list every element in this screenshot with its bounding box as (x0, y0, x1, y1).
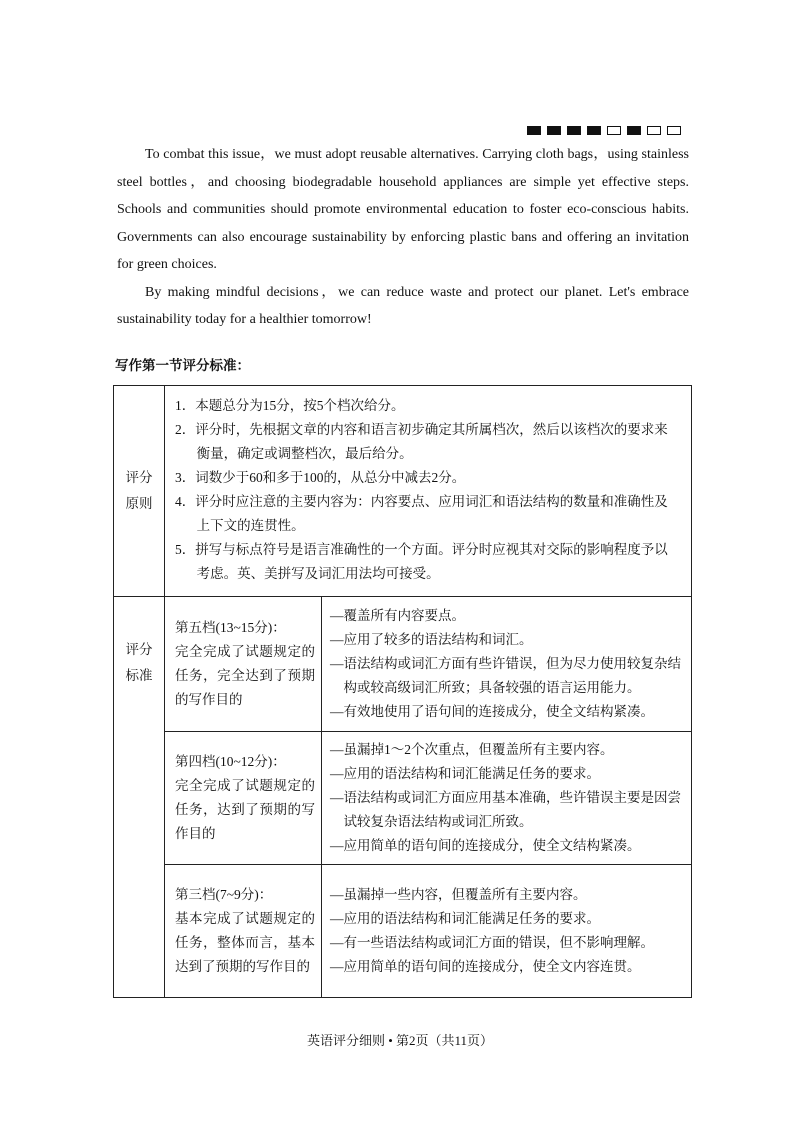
principle-item: 2．评分时，先根据文章的内容和语言初步确定其所属档次，然后以该档次的要求来衡量，确定或调整档次，最后给分。 (175, 422, 668, 461)
criterion: —虽漏掉一些内容，但覆盖所有主要内容。 (330, 887, 587, 902)
level-criteria (322, 732, 692, 865)
criterion: —应用简单的语句间的连接成分，使全文内容连贯。 (330, 959, 641, 974)
criterion: —应用简单的语句间的连接成分，使全文结构紧凑。 (330, 838, 641, 853)
criterion: —应用了较多的语法结构和词汇。 (330, 632, 533, 647)
level-row (114, 865, 692, 998)
criterion: —语法结构或词汇方面应用基本准确，些许错误主要是因尝试较复杂语法结构或词汇所致。 (330, 790, 681, 829)
criterion: —有一些语法结构或词汇方面的错误，但不影响理解。 (330, 935, 654, 950)
level-title: 第四档(10~12分)： (175, 754, 286, 769)
level-summary: 完全完成了试题规定的任务，达到了预期的写作目的 (175, 778, 315, 841)
progress-mark (567, 126, 581, 135)
progress-mark (667, 126, 681, 135)
progress-mark (587, 126, 601, 135)
level-row (114, 732, 692, 865)
level-summary: 基本完成了试题规定的任务，整体而言，基本达到了预期的写作目的 (175, 911, 315, 974)
scoring-table (113, 385, 692, 998)
progress-marks (527, 126, 681, 135)
sample-essay (117, 141, 689, 334)
criterion: —应用的语法结构和词汇能满足任务的要求。 (330, 766, 600, 781)
label-line: 评分 (125, 642, 153, 657)
level-criteria (322, 597, 692, 732)
principle-item: 3．词数少于60和多于100的，从总分中减去2分。 (175, 470, 466, 485)
criterion: —虽漏掉1～2个次重点，但覆盖所有主要内容。 (330, 742, 614, 757)
label-line: 评分 (125, 470, 153, 485)
progress-mark (647, 126, 661, 135)
level-summary: 完全完成了试题规定的任务，完全达到了预期的写作目的 (175, 644, 315, 707)
progress-mark (527, 126, 541, 135)
principles-row (114, 386, 692, 597)
criterion: —语法结构或词汇方面有些许错误，但为尽力使用较复杂结构或较高级词汇所致；具备较强的语言运用能力。 (330, 656, 681, 695)
criterion: —应用的语法结构和词汇能满足任务的要求。 (330, 911, 600, 926)
essay-paragraph: By making mindful decisions，we can reduce waste and protect our planet. Let's embrace sustainability today for a healthier tomorrow! (117, 284, 689, 327)
progress-mark (607, 126, 621, 135)
page-footer: 英语评分细则 • 第2页（共11页） (306, 1033, 494, 1048)
level-description (165, 597, 322, 732)
level-title: 第五档(13~15分)： (175, 620, 286, 635)
label-line: 原则 (125, 496, 153, 511)
level-criteria (322, 865, 692, 998)
principle-item: 4．评分时应注意的主要内容为：内容要点、应用词汇和语法结构的数量和准确性及上下文的连贯性。 (175, 494, 668, 533)
progress-mark (627, 126, 641, 135)
principle-item: 1．本题总分为15分，按5个档次给分。 (175, 398, 405, 413)
label-line: 标准 (125, 668, 153, 683)
criterion: —覆盖所有内容要点。 (330, 608, 465, 623)
progress-mark (547, 126, 561, 135)
standards-label (114, 597, 165, 998)
level-description (165, 732, 322, 865)
criterion: —有效地使用了语句间的连接成分，使全文结构紧凑。 (330, 704, 654, 719)
level-title: 第三档(7~9分)： (175, 887, 273, 902)
section-heading: 写作第一节评分标准： (115, 358, 250, 373)
level-row (114, 597, 692, 732)
level-description (165, 865, 322, 998)
principles-list (165, 386, 692, 597)
principles-label (114, 386, 165, 597)
essay-paragraph: To combat this issue，we must adopt reusable alternatives. Carrying cloth bags，using stainless steel bottles，and choosing biodegradable household appliances are simple yet effective steps. Schools and communities should promote environmental education to foster eco-conscious habits. Governments can also encourage sustainability by enforcing plastic bans and offering an invitation for green choices. (117, 147, 689, 272)
principle-item: 5．拼写与标点符号是语言准确性的一个方面。评分时应视其对交际的影响程度予以考虑。英、美拼写及词汇用法均可接受。 (175, 542, 668, 581)
